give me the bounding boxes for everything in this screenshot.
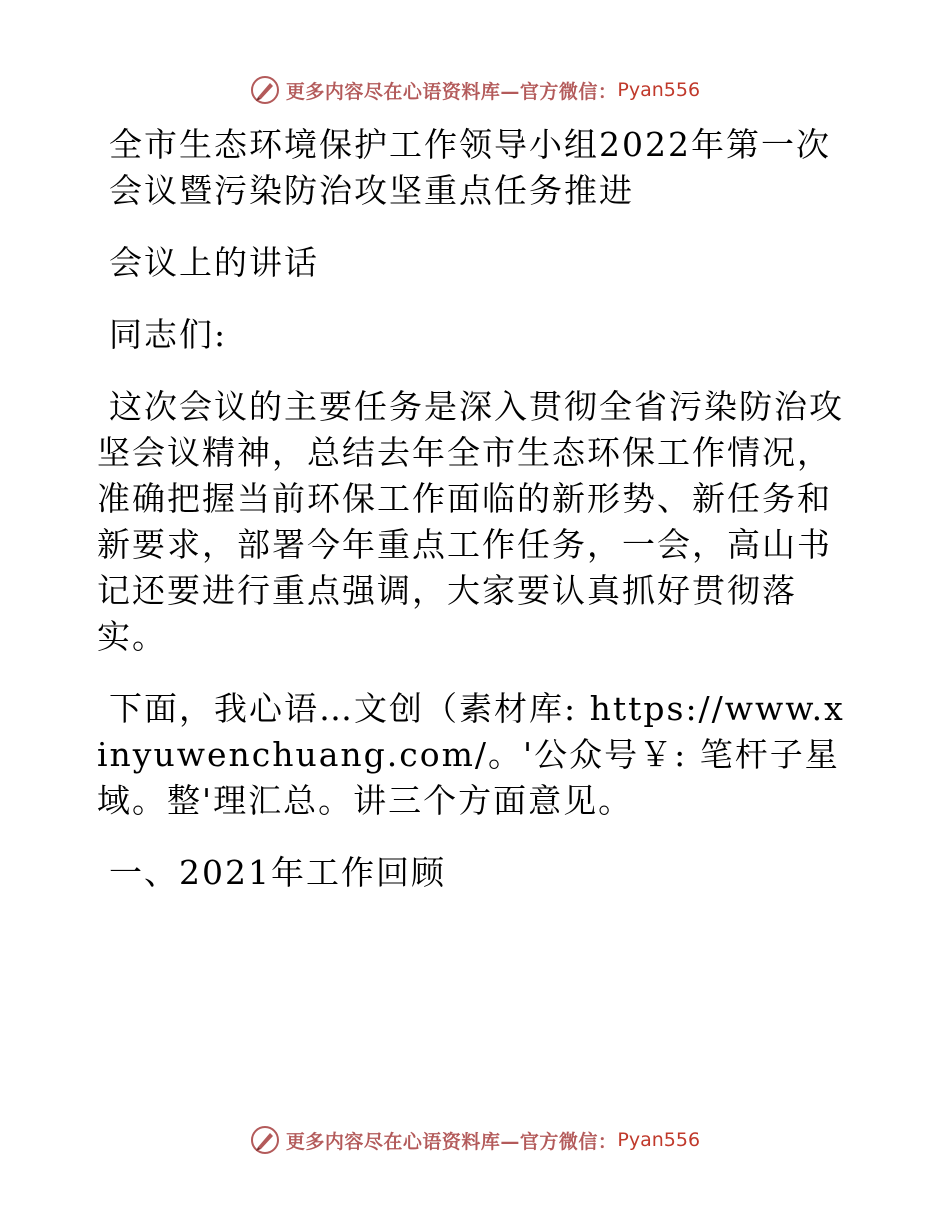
greeting: 同志们:: [109, 315, 228, 354]
paragraph-1: [97, 384, 857, 660]
section-heading-1: 一、2021年工作回顾: [109, 853, 446, 892]
watermark-text: 更多内容尽在心语资料库—官方微信：: [285, 1130, 618, 1153]
document-title: 全市生态环境保护工作领导小组2022年第一次会议暨污染防治攻坚重点任务推进: [109, 125, 831, 210]
watermark-wechat-id: Pyan556: [617, 1129, 701, 1151]
quill-pen-icon: [250, 1125, 280, 1155]
watermark-wechat-id: Pyan556: [617, 79, 701, 101]
footer-watermark: [0, 1122, 950, 1158]
paragraph-2-text: 下面，我心语…文创（素材库: https://www.xinyuwenchuang.com/。'公众号￥: 笔杆子星域。整'理汇总。讲三个方面意见。: [97, 689, 845, 820]
paragraph-1-text: 这次会议的主要任务是深入贯彻全省污染防治攻坚会议精神，总结去年全市生态环保工作情况，准确把握当前环保工作面临的新形势、新任务和新要求，部署今年重点工作任务，一会，高山书记还要进行重点强调，大家要认真抓好贯彻落实。: [97, 387, 844, 656]
paragraph-2: [97, 686, 857, 824]
watermark-text: 更多内容尽在心语资料库—官方微信：: [285, 80, 618, 103]
document-title-line2: 会议上的讲话: [109, 243, 319, 282]
header-watermark: [0, 72, 950, 108]
quill-pen-icon: [250, 75, 280, 105]
document-body: [97, 122, 857, 922]
